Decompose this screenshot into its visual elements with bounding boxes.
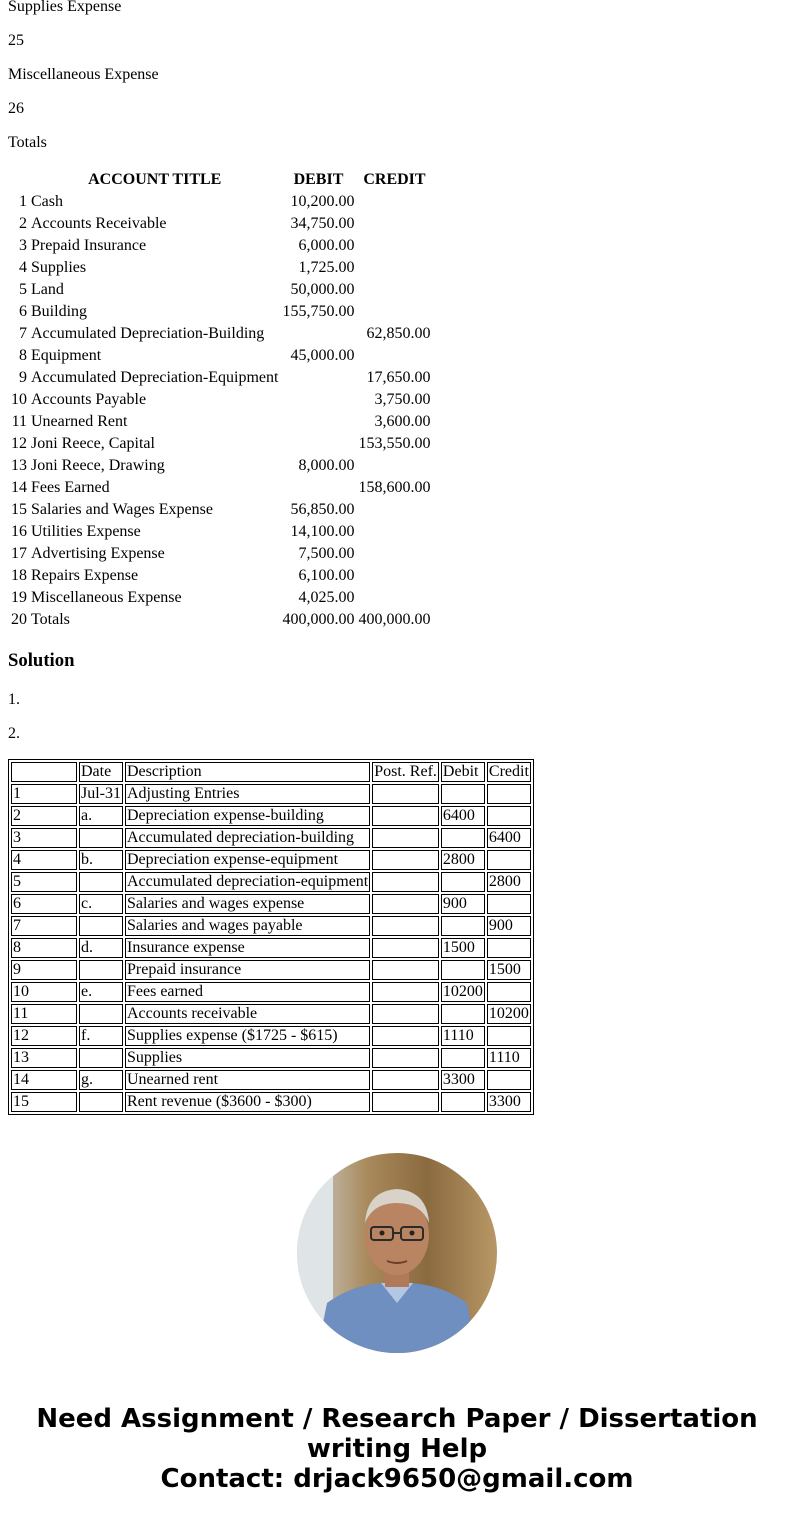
credit-value: 3,750.00 [374,391,431,408]
journal-description: Insurance expense [125,938,370,958]
trial-balance-row [10,346,431,366]
credit-value [357,544,431,564]
row-number: 5 [19,281,27,298]
journal-header-post-ref: Post. Ref. [374,763,437,780]
journal-line-number: 3 [11,828,77,848]
journal-post-ref [372,828,439,848]
debit-value [281,412,355,432]
account-title: Building [31,303,88,320]
journal-description: Rent revenue ($3600 - $300) [125,1092,370,1112]
row-number: 15 [11,501,27,518]
journal-post-ref [372,872,439,892]
journal-debit [441,960,485,980]
trial-balance-table [8,168,433,632]
journal-post-ref [372,806,439,826]
credit-value: 17,650.00 [366,369,431,386]
trial-balance-row [10,434,431,454]
journal-credit [487,1026,531,1046]
author-avatar [297,1153,497,1353]
journal-debit [441,1092,485,1112]
row-number: 13 [11,457,27,474]
debit-value: 4,025.00 [298,589,355,606]
row-number: 17 [11,545,27,562]
journal-post-ref [372,1092,439,1112]
row-number: 12 [11,435,27,452]
journal-row [11,916,531,936]
trial-balance-row [10,280,431,300]
journal-table [8,759,534,1115]
credit-value [357,258,431,278]
journal-credit [487,894,531,914]
journal-date: g. [79,1070,123,1090]
debit-value: 34,750.00 [290,215,355,232]
journal-description: Fees earned [125,982,370,1002]
journal-header-date: Date [79,762,123,782]
trial-balance-row [10,500,431,520]
credit-value: 153,550.00 [358,435,431,452]
journal-line-number: 14 [11,1070,77,1090]
journal-debit [441,1048,485,1068]
solution-heading: Solution [8,650,75,671]
journal-line-number: 8 [11,938,77,958]
journal-date [79,916,123,936]
journal-date [79,828,123,848]
journal-credit: 900 [487,916,531,936]
account-title: Equipment [31,347,102,364]
journal-line-number: 12 [11,1026,77,1046]
journal-post-ref [372,1004,439,1024]
account-title: Fees Earned [31,479,110,496]
journal-date [79,1092,123,1112]
journal-description: Accounts receivable [125,1004,370,1024]
debit-value: 400,000.00 [282,611,355,628]
journal-row [11,1004,531,1024]
debit-value: 6,000.00 [298,237,355,254]
debit-value [281,478,355,498]
journal-date [79,1004,123,1024]
journal-line-number: 15 [11,1092,77,1112]
row-number: 1 [19,193,27,210]
credit-value [357,280,431,300]
row-number: 20 [11,611,27,628]
journal-debit: 900 [441,894,485,914]
account-title: Advertising Expense [31,545,165,562]
account-title: Accounts Receivable [31,215,167,232]
credit-value [357,214,431,234]
promo-line-1: Need Assignment / Research Paper / Dissertation [36,1404,758,1434]
debit-value [281,324,355,344]
account-title: Salaries and Wages Expense [31,501,213,518]
journal-line-number: 9 [11,960,77,980]
journal-line-number: 5 [11,872,77,892]
account-title: Repairs Expense [31,567,139,584]
journal-description: Salaries and wages payable [125,916,370,936]
trial-balance-row [10,412,431,432]
journal-credit: 10200 [488,1005,529,1022]
trial-balance-row [10,566,431,586]
journal-row [11,894,531,914]
header-credit: CREDIT [363,171,426,188]
row-number: 4 [19,259,27,276]
journal-description: Accumulated depreciation-equipment [127,873,369,890]
journal-credit: 1110 [487,1048,531,1068]
debit-value: 1,725.00 [298,259,355,276]
solution-item-1: 1. [8,691,20,708]
journal-post-ref [372,982,439,1002]
journal-line-number: 11 [11,1004,77,1024]
journal-debit: 1110 [441,1026,485,1046]
journal-row [11,938,531,958]
journal-row [11,1048,531,1068]
journal-debit [441,916,485,936]
journal-debit: 6400 [441,806,485,826]
journal-credit: 2800 [487,872,531,892]
account-title: Land [31,281,64,298]
row-number: 3 [19,237,27,254]
journal-row [11,1070,531,1090]
trial-balance-row [10,214,431,234]
row-number: 8 [19,347,27,364]
promo-line-3: Contact: drjack9650@gmail.com [160,1464,634,1494]
journal-post-ref [372,784,439,804]
debit-value: 7,500.00 [298,545,355,562]
journal-date: f. [79,1026,123,1046]
journal-header-credit: Credit [488,763,529,780]
header-account-title: ACCOUNT TITLE [88,171,222,188]
row-number: 18 [11,567,27,584]
journal-post-ref [372,894,439,914]
trial-balance-row [10,192,431,212]
journal-debit: 3300 [441,1070,485,1090]
journal-date: b. [79,850,123,870]
debit-value: 6,100.00 [298,567,355,584]
row-number: 11 [11,413,27,430]
debit-value: 56,850.00 [290,501,355,518]
debit-value [281,390,355,410]
promo-banner [0,1404,794,1494]
text-miscellaneous-expense: Miscellaneous Expense [8,66,159,83]
journal-description: Depreciation expense-equipment [125,850,370,870]
credit-value [357,302,431,322]
row-number: 10 [11,391,27,408]
credit-value: 62,850.00 [366,325,431,342]
journal-credit [487,850,531,870]
credit-value [357,192,431,212]
journal-header-row [11,762,531,782]
journal-post-ref [372,1026,439,1046]
journal-description: Prepaid insurance [125,960,370,980]
credit-value [357,500,431,520]
debit-value [281,434,355,454]
debit-value: 8,000.00 [298,457,355,474]
text-25: 25 [8,32,24,49]
trial-balance-row [10,368,431,388]
journal-post-ref [372,850,439,870]
journal-date: a. [79,806,123,826]
journal-credit [487,982,531,1002]
trial-balance-row [10,522,431,542]
account-title: Supplies [31,259,87,276]
journal-row [11,806,531,826]
debit-value: 155,750.00 [282,303,355,320]
trial-balance-row [10,324,431,344]
text-26: 26 [8,100,24,117]
journal-post-ref [372,1048,439,1068]
account-title: Unearned Rent [31,413,128,430]
journal-line-number: 2 [11,806,77,826]
journal-row [11,872,531,892]
journal-description: Accumulated depreciation-building [125,828,370,848]
row-number: 7 [19,325,27,342]
credit-value: 3,600.00 [374,413,431,430]
account-title: Totals [31,611,70,628]
solution-item-2: 2. [8,725,20,742]
journal-row [11,828,531,848]
journal-post-ref [372,938,439,958]
author-photo [297,1153,497,1353]
row-number: 16 [11,523,27,540]
journal-row [11,850,531,870]
trial-balance-row [10,258,431,278]
journal-line-number: 13 [11,1048,77,1068]
debit-value: 10,200.00 [290,193,355,210]
account-title: Joni Reece, Drawing [31,457,165,474]
credit-value: 158,600.00 [358,479,431,496]
debit-value [281,368,355,388]
row-number: 9 [19,369,27,386]
debit-value: 14,100.00 [290,523,355,540]
journal-debit: 1500 [441,938,485,958]
credit-value [357,588,431,608]
journal-description: Unearned rent [125,1070,370,1090]
journal-description: Depreciation expense-building [125,806,370,826]
journal-header-debit: Debit [441,762,485,782]
journal-description: Salaries and wages expense [125,894,370,914]
journal-line-number: 7 [11,916,77,936]
journal-line-number: 6 [11,894,77,914]
account-title: Utilities Expense [31,523,141,540]
header-debit: DEBIT [293,171,344,188]
journal-header-line-number [11,762,77,782]
journal-debit [441,1004,485,1024]
trial-balance-row [10,478,431,498]
trial-balance-row [10,302,431,322]
trial-balance-row [10,610,431,630]
text-supplies-expense: Supplies Expense [8,0,122,15]
trial-balance-row [10,236,431,256]
credit-value [357,346,431,366]
journal-credit: 1500 [487,960,531,980]
journal-date: Jul-31 [81,785,121,802]
account-title: Miscellaneous Expense [31,589,182,606]
trial-balance-row [10,588,431,608]
journal-row [11,1092,531,1112]
journal-post-ref [372,960,439,980]
account-title: Accumulated Depreciation-Equipment [31,369,279,386]
journal-date [79,960,123,980]
account-title: Accumulated Depreciation-Building [31,325,265,342]
row-number: 19 [11,589,27,606]
journal-debit [441,872,485,892]
credit-value [357,522,431,542]
journal-date [79,1048,123,1068]
journal-credit: 6400 [487,828,531,848]
journal-credit [487,938,531,958]
journal-row [11,982,531,1002]
credit-value [357,236,431,256]
journal-credit [487,806,531,826]
journal-date: d. [79,938,123,958]
credit-value [357,566,431,586]
journal-description: Adjusting Entries [125,784,370,804]
journal-debit [441,784,485,804]
trial-balance-row [10,544,431,564]
journal-credit: 3300 [487,1092,531,1112]
debit-value: 50,000.00 [290,281,355,298]
account-title: Cash [31,193,63,210]
journal-credit [487,1070,531,1090]
journal-date: c. [79,894,123,914]
promo-line-2: writing Help [306,1434,488,1464]
journal-credit [487,784,531,804]
journal-date: e. [79,982,123,1002]
journal-row [11,1026,531,1046]
text-totals: Totals [8,134,47,151]
trial-balance-header-row [10,170,431,190]
journal-header-description: Description [125,762,370,782]
journal-line-number: 1 [11,784,77,804]
debit-value: 45,000.00 [290,347,355,364]
journal-row [11,784,531,804]
journal-description: Supplies expense ($1725 - $615) [125,1026,370,1046]
journal-line-number: 4 [11,850,77,870]
journal-row [11,960,531,980]
journal-description: Supplies [125,1048,370,1068]
credit-value [357,456,431,476]
row-number: 14 [11,479,27,496]
journal-post-ref [372,916,439,936]
journal-debit: 2800 [441,850,485,870]
trial-balance-row [10,456,431,476]
credit-value: 400,000.00 [358,611,431,628]
trial-balance-row [10,390,431,410]
account-title: Accounts Payable [31,391,147,408]
row-number: 6 [19,303,27,320]
journal-debit: 10200 [442,983,483,1000]
account-title: Joni Reece, Capital [31,435,155,452]
journal-line-number: 10 [11,982,77,1002]
journal-date [79,872,123,892]
journal-post-ref [372,1070,439,1090]
header-number [10,170,28,190]
account-title: Prepaid Insurance [31,237,147,254]
row-number: 2 [19,215,27,232]
journal-debit [441,828,485,848]
